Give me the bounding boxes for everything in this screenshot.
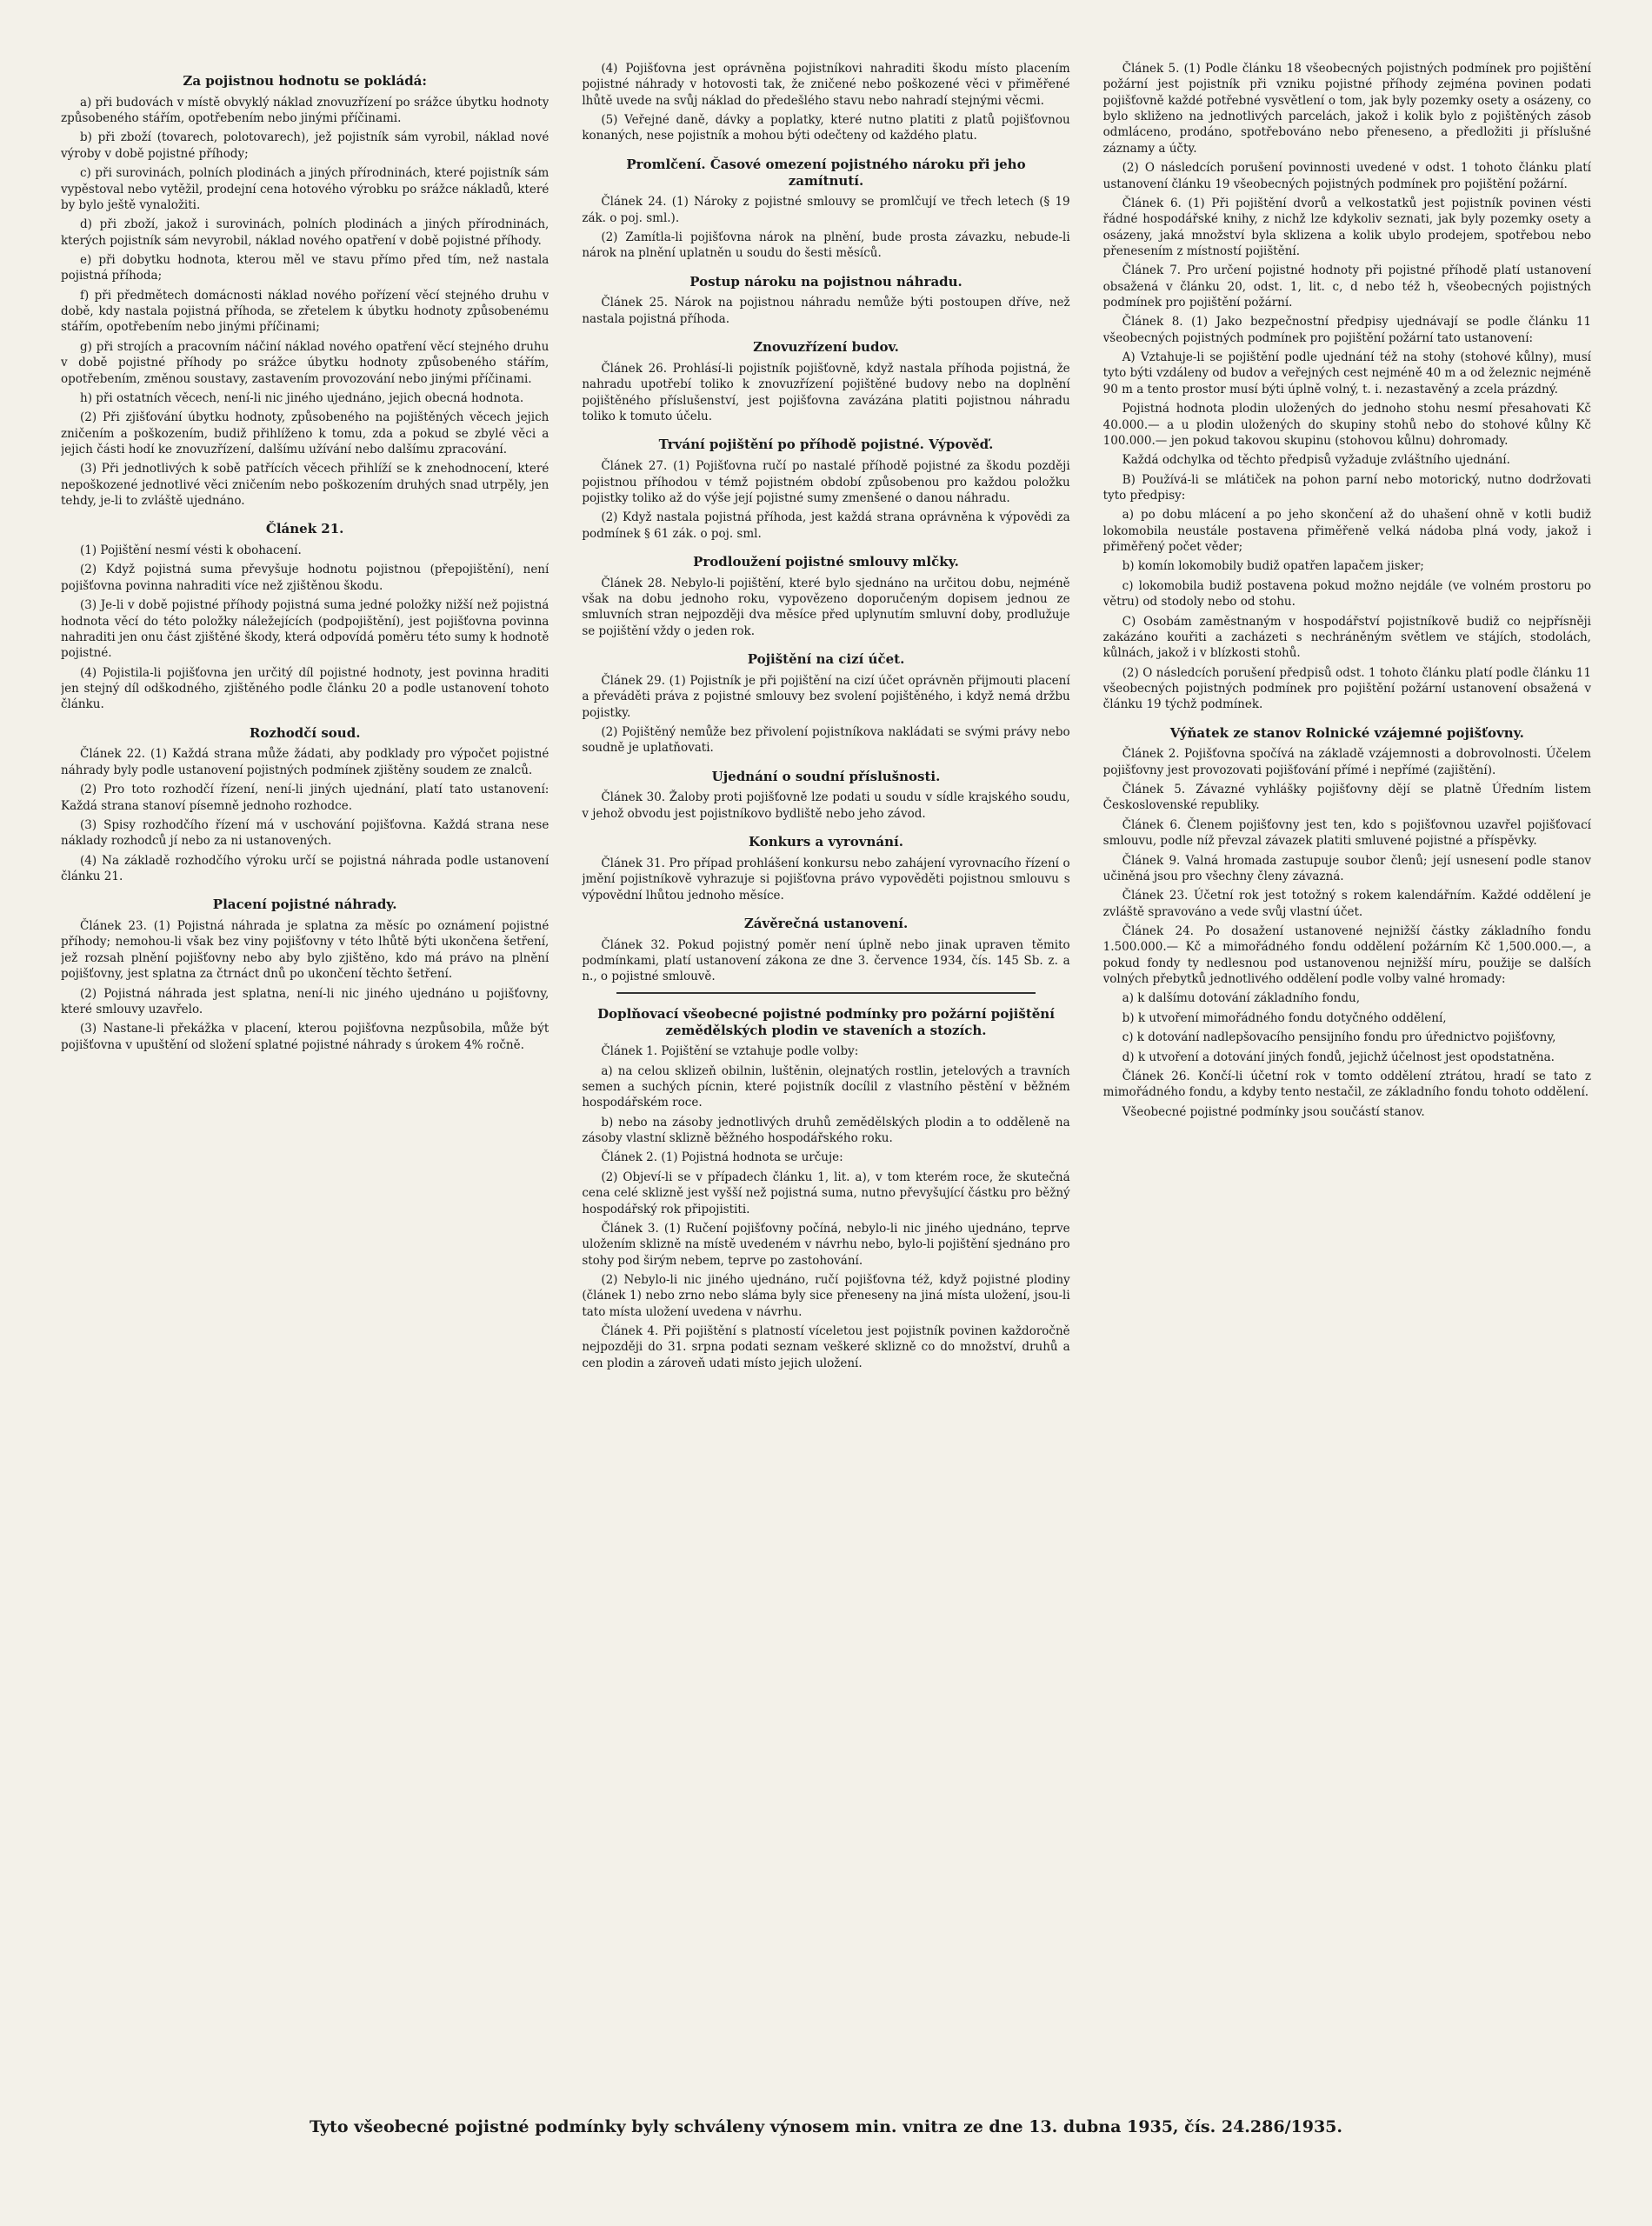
paragraph: Článek 31. Pro případ prohlášení konkursu nebo zahájení vyrovnacího řízení o jmění pojistníkově vyhrazuje si pojišťovna právo vypověděti pojistnou smlouvu s výpovědní lhůtou jednoho měsíce. [582, 856, 1070, 903]
section-heading: Za pojistnou hodnotu se pokládá: [183, 73, 427, 89]
paragraph: Článek 6. Členem pojišťovny jest ten, kdo s pojišťovnou uzavřel pojišťovací smlouvu, podle níž převzal závazek platiti smluvené pojistné a příspěvky. [1102, 817, 1591, 849]
paragraph: (3) Nastane-li překážka v placení, kterou pojišťovna nezpůsobila, může být pojišťovna v upuštění od složení splatné pojistné náhrady s úrokem 4% ročně. [61, 1022, 550, 1052]
paragraph: (2) Když pojistná suma převyšuje hodnotu pojistnou (přepojištění), není pojišťovna povinna nahraditi více než zjištěnou škodu. [61, 563, 550, 593]
paragraph: (2) Nebylo-li nic jiného ujednáno, ručí pojišťovna též, když pojistné plodiny (článek 1) nebo zrno nebo sláma byly sice přeneseny na jiná místa uložení, jsou-li tato místa uložení uvedena v návrhu. [582, 1272, 1070, 1319]
section-heading: Rozhodčí soud. [249, 724, 361, 741]
paragraph: Článek 9. Valná hromada zastupuje soubor členů; její usnesení podle stanov učiněná jsou pro všechny členy závazná. [1102, 853, 1591, 883]
section-heading: Postup nároku na pojistnou náhradu. [689, 273, 963, 290]
section-heading: Znovuzřízení budov. [753, 339, 899, 356]
paragraph: Článek 27. (1) Pojišťovna ručí po nastalé příhodě pojistné za škodu později pojistnou příhodou v témž pojistném období způsobenou pro každou položku pojistky toliko až do výše její pojistné sumy zmenšené o danou náhradu. [582, 459, 1070, 505]
section-heading: Článek 21. [265, 521, 344, 537]
paragraph: h) při ostatních věcech, není-li nic jiného ujednáno, jejich obecná hodnota. [80, 390, 524, 405]
paragraph: (4) Pojišťovna jest oprávněna pojistníkovi nahraditi škodu místo placením pojistné náhrady v hotovosti tak, že zničené nebo poškozené věci v přiměřené lhůtě uvede na svůj náklad do předešlého stavu nebo nahradí stejnými věcmi. [582, 62, 1070, 108]
paragraph: Článek 29. (1) Pojistník je při pojištění na cizí účet oprávněn přijmouti placení a převáděti práva z pojistné smlouvy bez svolení pojištěného, i když nemá držbu pojistky. [582, 673, 1070, 720]
paragraph: (2) Zamítla-li pojišťovna nárok na plnění, bude prosta závazku, nebude-li nárok na plnění uplatněn u soudu do šesti měsíců. [582, 230, 1070, 261]
paragraph: Článek 23. (1) Pojistná náhrada je splatna za měsíc po oznámení pojistné příhody; nemohou-li však bez viny pojišťovny v této lhůtě býti ukončena šetření, jež rozsah plnění pojišťovny nebo aby bylo zjištěno, kdo má právo na plnění pojišťovny, jest splatna za čtrnáct dnů po ukončení těchto šetření. [61, 919, 550, 982]
section-heading: Ujednání o soudní příslušnosti. [711, 768, 941, 784]
paragraph: (2) Pro toto rozhodčí řízení, není-li jiných ujednání, platí tato ustanovení: Každá strana stanoví písemně jednoho rozhodce. [61, 783, 550, 813]
column-middle [582, 61, 1069, 2096]
paragraph: (3) Při jednotlivých k sobě patřících věcech přihlíží se k znehodnocení, které nepoškozené jednotlivé věci zničením nebo poškozením druhých snad utrpěly, jen tehdy, je-li to zvláště ujednáno. [61, 462, 550, 509]
paragraph: e) při dobytku hodnota, kterou měl ve stavu přímo před tím, než nastala pojistná příhoda; [61, 252, 550, 283]
section-heading: Doplňovací všeobecné pojistné podmínky pro požární pojištění zemědělských plodin ve staveních a stozích. [597, 1005, 1055, 1038]
paragraph: d) při zboží, jakož i surovinách, polních plodinách a jiných přírodninách, kterých pojistník sám nevyrobil, náklad nového opatření v době pojistné příhody. [61, 217, 550, 248]
paragraph: (2) Objeví-li se v případech článku 1, lit. a), v tom kterém roce, že skutečná cena celé sklizně jest vyšší než pojistná suma, nutno převyšující částku pro běžný hospodářský rok připojistiti. [582, 1170, 1070, 1216]
paragraph: Článek 3. (1) Ručení pojišťovny počíná, nebylo-li nic jiného ujednáno, teprve uložením sklizně na místě uvedeném v návrhu nebo, bylo-li pojištění sjednáno pro stohy pod širým nebem, teprve po zastohování. [582, 1221, 1070, 1268]
paragraph: Článek 6. (1) Při pojištění dvorů a velkostatků jest pojistník povinen vésti řádné hospodářské knihy, z nichž lze kdykoliv seznati, jak byly pozemky osety a osázeny, jaká množství byla sklizena a kolik ubylo prodejem, spotřebou nebo přenesením z místností pojištění. [1102, 196, 1591, 258]
paragraph: f) při předmětech domácnosti náklad nového pořízení věcí stejného druhu v době, kdy nastala pojistná příhoda, se zřetelem k úbytku hodnoty způsobenému stářím, opotřebením nebo jinými příčinami; [61, 288, 550, 335]
section-heading: Pojištění na cizí účet. [747, 651, 905, 668]
section-heading: Placení pojistné náhrady. [212, 896, 397, 913]
paragraph: Článek 22. (1) Každá strana může žádati, aby podklady pro výpočet pojistné náhrady byly podle ustanovení pojistných podmínek zjištěny soudem ze znalců. [61, 747, 550, 777]
section-heading: Závěrečná ustanovení. [743, 915, 909, 931]
paragraph: b) komín lokomobily budiž opatřen lapačem jisker; [1122, 559, 1424, 574]
paragraph: a) na celou sklizeň obilnin, luštěnin, olejnatých rostlin, jetelových a travních semen a suchých pícnin, které pojistník docílil z vlastního pěstění v běžném hospodářském roce. [582, 1063, 1070, 1110]
paragraph: Každá odchylka od těchto předpisů vyžaduje zvláštního ujednání. [1122, 453, 1510, 468]
paragraph: (2) Při zjišťování úbytku hodnoty, způsobeného na pojištěných věcech jejich zničením a poškozením, budiž přihlíženo k tomu, zda a pokud se zbylé věci a jejich části hodí ke znovuzřízení, dalšímu užívání nebo dalšímu zpracování. [61, 410, 550, 457]
paragraph: Článek 4. Při pojištění s platností víceletou jest pojistník povinen každoročně nejpozději do 31. srpna podati seznam veškeré sklizně co do množství, druhů a cen plodin a zároveň udati místo jejich uložení. [582, 1324, 1070, 1370]
section-heading: Promlčení. Časové omezení pojistného nároku při jeho zamítnutí. [626, 156, 1026, 189]
paragraph: b) při zboží (tovarech, polotovarech), jež pojistník sám vyrobil, náklad nové výroby v době pojistné příhody; [61, 130, 550, 161]
paragraph: (2) O následcích porušení povinnosti uvedené v odst. 1 tohoto článku platí ustanovení článku 19 všeobecných pojistných podmínek pro pojištění požární. [1102, 161, 1591, 191]
paragraph: a) po dobu mlácení a po jeho skončení až do uhašení ohně v kotli budiž lokomobila neustále postavena přiměřeně velká nádoba plná vody, jakož i přiměřený počet věder; [1102, 508, 1591, 555]
approval-note: Tyto všeobecné pojistné podmínky byly schváleny výnosem min. vnitra ze dne 13. dubna 1935, čís. 24.286/1935. [309, 2117, 1343, 2136]
paragraph: b) k utvoření mimořádného fondu dotyčného oddělení, [1122, 1010, 1447, 1025]
paragraph: c) při surovinách, polních plodinách a jiných přírodninách, které pojistník sám vypěstoval nebo vytěžil, prodejní cena hotového výrobku po srážce nákladů, které by bylo ještě vynaložiti. [61, 166, 550, 212]
paragraph: C) Osobám zaměstnaným v hospodářství pojistníkově budiž co nejpřísněji zakázáno kouřiti a zacházeti s nechráněným světlem ve stájích, stodolách, kůlnách, jakož i v blízkosti stohů. [1102, 614, 1591, 661]
section-heading: Výňatek ze stanov Rolnické vzájemné pojišťovny. [1169, 724, 1524, 741]
paragraph: Článek 23. Účetní rok jest totožný s rokem kalendářním. Každé oddělení je zvláště spravováno a vede svůj vlastní účet. [1102, 889, 1591, 919]
paragraph: Článek 7. Pro určení pojistné hodnoty při pojistné příhodě platí ustanovení obsažená v článku 20, odst. 1, lit. c, d nebo též h, všeobecných pojistných podmínek pro pojištění požární. [1102, 263, 1591, 310]
paragraph: (3) Spisy rozhodčího řízení má v uschování pojišťovna. Každá strana nese náklady rozhodců jí nebo za ni ustanovených. [61, 817, 550, 849]
paragraph: Článek 28. Nebylo-li pojištění, které bylo sjednáno na určitou dobu, nejméně však na dobu jednoho roku, vypovězeno doporučeným dopisem jednou ze smluvních stran nejpozději dva měsíce před uplynutím smluvní doby, prodlužuje se pojištění vždy o jeden rok. [582, 576, 1070, 638]
paragraph: Článek 30. Žaloby proti pojišťovně lze podati u soudu v sídle krajského soudu, v jehož obvodu jest pojistníkovo bydliště nebo jeho závod. [582, 790, 1070, 821]
paragraph: c) lokomobila budiž postavena pokud možno nejdále (ve volném prostoru po větru) od stodoly nebo od stohu. [1102, 578, 1591, 610]
section-divider [616, 992, 1035, 994]
paragraph: Článek 5. Závazné vyhlášky pojišťovny dějí se platně Úředním listem Československé republiky. [1102, 783, 1591, 813]
paragraph: Článek 5. (1) Podle článku 18 všeobecných pojistných podmínek pro pojištění požární jest pojistník při vzniku pojistné příhody zejména povinen podati pojišťovně každé potřebné vysvětlení o tom, jak byly pozemky osety a osázeny, co bylo skliženo na jednotlivých parcelách, jakož i kolik bylo z pojištěných zásob odmláceno, prodáno, spotřebováno nebo přeneseno, a předložiti ji příslušné záznamy a účty. [1102, 62, 1591, 156]
paragraph: (2) Pojistná náhrada jest splatna, není-li nic jiného ujednáno u pojišťovny, které smlouvy uzavřelo. [61, 986, 550, 1016]
paragraph: Článek 2. Pojišťovna spočívá na základě vzájemnosti a dobrovolnosti. Účelem pojišťovny jest provozovati pojišťování přímé i nepřímé (zajištění). [1102, 747, 1591, 777]
paragraph: Článek 26. Končí-li účetní rok v tomto oddělení ztrátou, hradí se tato z mimořádného fondu, a kdyby tento nestačil, ze základního fondu tohoto oddělení. [1102, 1069, 1591, 1100]
paragraph: Článek 24. (1) Nároky z pojistné smlouvy se promlčují ve třech letech (§ 19 zák. o poj. sml.). [582, 195, 1070, 225]
paragraph: a) při budovách v místě obvyklý náklad znovuzřízení po srážce úbytku hodnoty způsobeného stářím, opotřebením nebo jinými příčinami. [61, 95, 550, 126]
paragraph: Článek 24. Po dosažení ustanovené nejnižší částky základního fondu 1.500.000.— Kč a mimořádného fondu oddělení požárním Kč 1,500.000.—, a pokud fondy ty nedlesnou pod ustanovenou nejnižší míru, použije se dalších volných přebytků jednotlivého oddělení podle volby valné hromady: [1102, 924, 1591, 987]
paragraph: Všeobecné pojistné podmínky jsou součástí stanov. [1122, 1104, 1425, 1119]
section-heading: Konkurs a vyrovnání. [749, 834, 903, 850]
column-left [61, 61, 549, 2096]
paragraph: Článek 25. Nárok na pojistnou náhradu nemůže býti postoupen dříve, než nastala pojistná příhoda. [582, 296, 1070, 326]
paragraph: Článek 8. (1) Jako bezpečnostní předpisy ujednávají se podle článku 11 všeobecných pojistných podmínek pro pojištění požární tato ustanovení: [1102, 315, 1591, 345]
column-right [1103, 61, 1591, 2096]
paragraph: B) Používá-li se mlátiček na pohon parní nebo motorický, nutno dodržovati tyto předpisy: [1102, 472, 1591, 503]
paragraph: Článek 2. (1) Pojistná hodnota se určuje: [601, 1150, 843, 1165]
paragraph: A) Vztahuje-li se pojištění podle ujednání též na stohy (stohové kůlny), musí tyto býti vzdáleny od budov a veřejných cest nejméně 40 m a od železnic nejméně 90 m a tento prostor musí býti úplně volný, t. i. nezastavěný a zcela prázdný. [1102, 350, 1591, 397]
paragraph: Článek 1. Pojištění se vztahuje podle volby: [601, 1044, 859, 1059]
paragraph: c) k dotování nadlepšovacího pensijního fondu pro úřednictvo pojišťovny, [1122, 1030, 1556, 1045]
paragraph: (3) Je-li v době pojistné příhody pojistná suma jedné položky nižší než pojistná hodnota věcí do této položky náležejících (podpojištění), jest pojišťovna povinna nahraditi jen onu část zjištěné škody, která odpovídá poměru této sumy k hodnotě pojistné. [61, 598, 550, 661]
paragraph: (2) Když nastala pojistná příhoda, jest každá strana oprávněna k výpovědi za podmínek § 61 zák. o poj. sml. [582, 510, 1070, 541]
paragraph: Článek 26. Prohlásí-li pojistník pojišťovně, když nastala příhoda pojistná, že nahradu upotřebí toliko k znovuzřízení pojištěné budovy nebo na doplnění pojištěného příslušenství, jest pojišťovna zavázána platiti pojistnou náhradu toliko k tomuto účelu. [582, 361, 1070, 424]
paragraph: g) při strojích a pracovním náčiní náklad nového opatření věcí stejného druhu v době pojistné příhody po srážce úbytku hodnoty způsobeného stářím, opotřebením, změnou soustavy, zastavením provozování nebo jinými příčinami. [61, 339, 550, 386]
paragraph: (5) Veřejné daně, dávky a poplatky, které nutno platiti z platů pojišťovnou konaných, nese pojistník a mohou býti odečteny od každého platu. [582, 113, 1070, 143]
paragraph: (2) Pojištěný nemůže bez přivolení pojistníkova nakládati se svými právy nebo soudně je uplatňovati. [582, 724, 1070, 756]
paragraph: b) nebo na zásoby jednotlivých druhů zemědělských plodin a to odděleně na zásoby vlastní sklizně běžného hospodářského roku. [582, 1115, 1070, 1146]
paragraph: Pojistná hodnota plodin uložených do jednoho stohu nesmí přesahovati Kč 40.000.— a u plodin uložených do skupiny stohů nebo do stohové kůlny Kč 100.000.— jen pokud takovou skupinu (stohovou kůlnu) dohromady. [1102, 402, 1591, 448]
paragraph: (2) O následcích porušení předpisů odst. 1 tohoto článku platí podle článku 11 všeobecných pojistných podmínek pro pojištění požární ustanovení obsažená v článku 19 týchž podmínek. [1102, 665, 1591, 712]
paragraph: d) k utvoření a dotování jiných fondů, jejichž účelnost jest opodstatněna. [1122, 1050, 1555, 1064]
paragraph: (1) Pojištění nesmí vésti k obohacení. [80, 543, 302, 558]
section-heading: Trvání pojištění po příhodě pojistné. Výpověď. [658, 437, 994, 453]
paragraph: Článek 32. Pokud pojistný poměr není úplně nebo jinak upraven těmito podmínkami, platí ustanovení zákona ze dne 3. července 1934, čís. 145 Sb. z. a n., o pojistné smlouvě. [582, 937, 1070, 984]
section-heading: Prodloužení pojistné smlouvy mlčky. [693, 553, 959, 570]
paragraph: (4) Na základě rozhodčího výroku určí se pojistná náhrada podle ustanovení článku 21. [61, 853, 550, 883]
document-sheet [61, 61, 1591, 2096]
paragraph: (4) Pojistila-li pojišťovna jen určitý díl pojistné hodnoty, jest povinna hraditi jen stejný díl odškodného, zjištěného podle článku 20 a podle ustanovení tohoto článku. [61, 665, 550, 712]
paragraph: a) k dalšímu dotování základního fondu, [1122, 991, 1360, 1006]
